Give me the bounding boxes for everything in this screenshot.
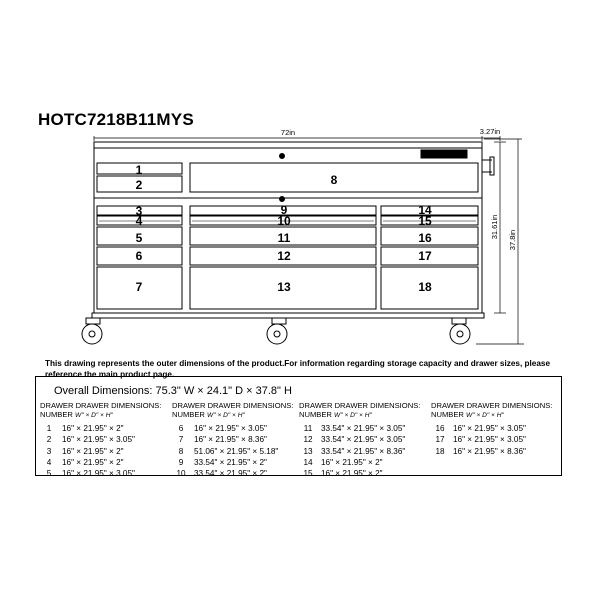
drawer-dimensions: 16" × 21.95" × 3.05" xyxy=(453,435,526,445)
header-units: W" × D" × H" xyxy=(75,411,113,419)
drawer-dimensions: 33.54" × 21.95" × 3.05" xyxy=(321,435,406,445)
spec-row xyxy=(40,434,161,445)
spec-column-4 xyxy=(431,402,552,457)
drawer-label-15: 15 xyxy=(418,214,432,228)
caster-mid xyxy=(267,318,287,344)
top-height-label: 31.61in xyxy=(490,214,499,240)
header-units: W" × D" × H" xyxy=(334,411,372,419)
drawer-label-5: 5 xyxy=(135,231,143,245)
spec-row xyxy=(431,446,552,457)
drawer-number: 1 xyxy=(46,424,52,433)
drawer-dimensions: 33.54" × 21.95" × 3.05" xyxy=(321,424,406,433)
drawer-label-14: 14 xyxy=(418,203,432,217)
spec-row xyxy=(172,434,293,445)
drawer-number: 8 xyxy=(178,446,184,456)
handle-depth-label: 3.27in xyxy=(479,127,501,136)
drawer-number: 16 xyxy=(435,424,445,433)
spec-row xyxy=(172,446,293,457)
column-header xyxy=(431,402,552,420)
drawer-number: 17 xyxy=(435,435,445,445)
drawer-label-16: 16 xyxy=(418,231,432,245)
drawer-label-1: 1 xyxy=(135,163,143,177)
header-line2: NUMBER xyxy=(40,409,73,419)
worktop xyxy=(94,142,482,148)
drawer-number: 4 xyxy=(46,457,52,467)
spec-column-1 xyxy=(40,402,161,479)
caster-right xyxy=(450,318,470,344)
spec-row xyxy=(172,468,293,479)
drawer-dimensions: 16" × 21.95" × 2" xyxy=(62,424,124,433)
drawer-number: 10 xyxy=(176,469,186,479)
header-line1: DRAWER DRAWER DIMENSIONS: xyxy=(40,401,162,410)
drawer-label-4: 4 xyxy=(135,214,143,228)
drawer-dimensions: 33.54" × 21.95" × 8.36" xyxy=(321,446,406,456)
drawer-label-9: 9 xyxy=(280,203,288,217)
drawer-number: 5 xyxy=(46,469,52,479)
caster-left xyxy=(82,318,102,344)
spec-column-2 xyxy=(172,402,293,479)
drawer-label-7: 7 xyxy=(135,280,143,294)
spec-row xyxy=(172,457,293,468)
drawer-label-6: 6 xyxy=(135,249,143,263)
spec-column-3 xyxy=(299,402,420,479)
model-number: HOTC7218B11MYS xyxy=(38,110,194,129)
spec-row xyxy=(299,468,420,479)
drawer-number: 13 xyxy=(303,446,313,456)
drawer-label-17: 17 xyxy=(418,249,432,263)
header-line1: DRAWER DRAWER DIMENSIONS: xyxy=(299,401,421,410)
drawer-number: 7 xyxy=(178,435,184,445)
spec-row xyxy=(40,468,161,479)
header-units: W" × D" × H" xyxy=(466,411,504,419)
header-units: W" × D" × H" xyxy=(207,411,245,419)
header-line2: NUMBER xyxy=(172,409,205,419)
spec-row xyxy=(431,434,552,445)
drawer-label-10: 10 xyxy=(277,214,291,228)
drawer-dimensions: 16" × 21.95" × 2" xyxy=(62,457,124,467)
drawer-number: 2 xyxy=(46,435,52,445)
drawer-number: 12 xyxy=(303,435,313,445)
drawer-dimensions: 16" × 21.95" × 2" xyxy=(321,469,383,479)
drawer-dimensions: 16" × 21.95" × 2" xyxy=(321,457,383,467)
width-label: 72in xyxy=(280,128,296,137)
drawer-dimensions: 16" × 21.95" × 8.36" xyxy=(194,435,267,445)
spec-row xyxy=(299,446,420,457)
spec-row xyxy=(299,434,420,445)
drawer-number: 9 xyxy=(178,457,184,467)
brand-logo xyxy=(421,150,467,158)
drawer-label-8: 8 xyxy=(330,173,338,187)
drawer-dimensions: 51.06" × 21.95" × 5.18" xyxy=(194,446,279,456)
drawer-dimensions: 33.54" × 21.95" × 2" xyxy=(194,469,267,479)
top-lock xyxy=(280,154,285,159)
drawer-label-18: 18 xyxy=(418,280,432,294)
drawer-number: 11 xyxy=(303,424,313,433)
drawer-number: 15 xyxy=(303,469,313,479)
header-line2: NUMBER xyxy=(299,409,332,419)
spec-row xyxy=(40,457,161,468)
header-line1: DRAWER DRAWER DIMENSIONS: xyxy=(172,401,294,410)
drawer-label-12: 12 xyxy=(277,249,291,263)
total-height-label: 37.8in xyxy=(508,229,517,251)
drawer-dimensions: 33.54" × 21.95" × 2" xyxy=(194,457,267,467)
drawer-dimensions: 16" × 21.95" × 3.05" xyxy=(62,435,135,445)
header-line1: DRAWER DRAWER DIMENSIONS: xyxy=(431,401,553,410)
drawer-dimensions: 16" × 21.95" × 3.05" xyxy=(194,424,267,433)
column-header xyxy=(299,402,420,420)
spec-row xyxy=(431,423,552,434)
drawer-dimensions: 16" × 21.95" × 8.36" xyxy=(453,446,526,456)
drawer-number: 14 xyxy=(303,457,313,467)
spec-row xyxy=(172,423,293,434)
drawer-label-11: 11 xyxy=(277,231,291,245)
drawer-dimensions: 16" × 21.95" × 3.05" xyxy=(453,424,526,433)
drawer-label-13: 13 xyxy=(277,280,291,294)
lower-lock xyxy=(280,197,285,202)
drawer-dimensions: 16" × 21.95" × 2" xyxy=(62,446,124,456)
spec-table xyxy=(35,376,562,479)
spec-row xyxy=(40,423,161,434)
drawer-dimensions: 16" × 21.95" × 3.05" xyxy=(62,469,135,479)
drawer-number: 3 xyxy=(46,446,52,456)
drawer-number: 6 xyxy=(178,424,184,433)
drawer-label-2: 2 xyxy=(135,178,143,192)
drawer-label-3: 3 xyxy=(135,204,143,218)
base-plinth xyxy=(92,313,484,318)
column-header xyxy=(40,402,161,420)
header-line2: NUMBER xyxy=(431,409,464,419)
spec-row xyxy=(40,446,161,457)
overall-dimensions: Overall Dimensions: 75.3" W × 24.1" D × 37.8" H xyxy=(54,385,292,397)
drawer-number: 18 xyxy=(435,446,445,456)
column-header xyxy=(172,402,293,420)
disclaimer-note: This drawing represents the outer dimensions of the product.For information regarding storage capacity and drawer sizes, please reference the main product page. xyxy=(45,359,551,379)
spec-row xyxy=(299,423,420,434)
spec-row xyxy=(299,457,420,468)
